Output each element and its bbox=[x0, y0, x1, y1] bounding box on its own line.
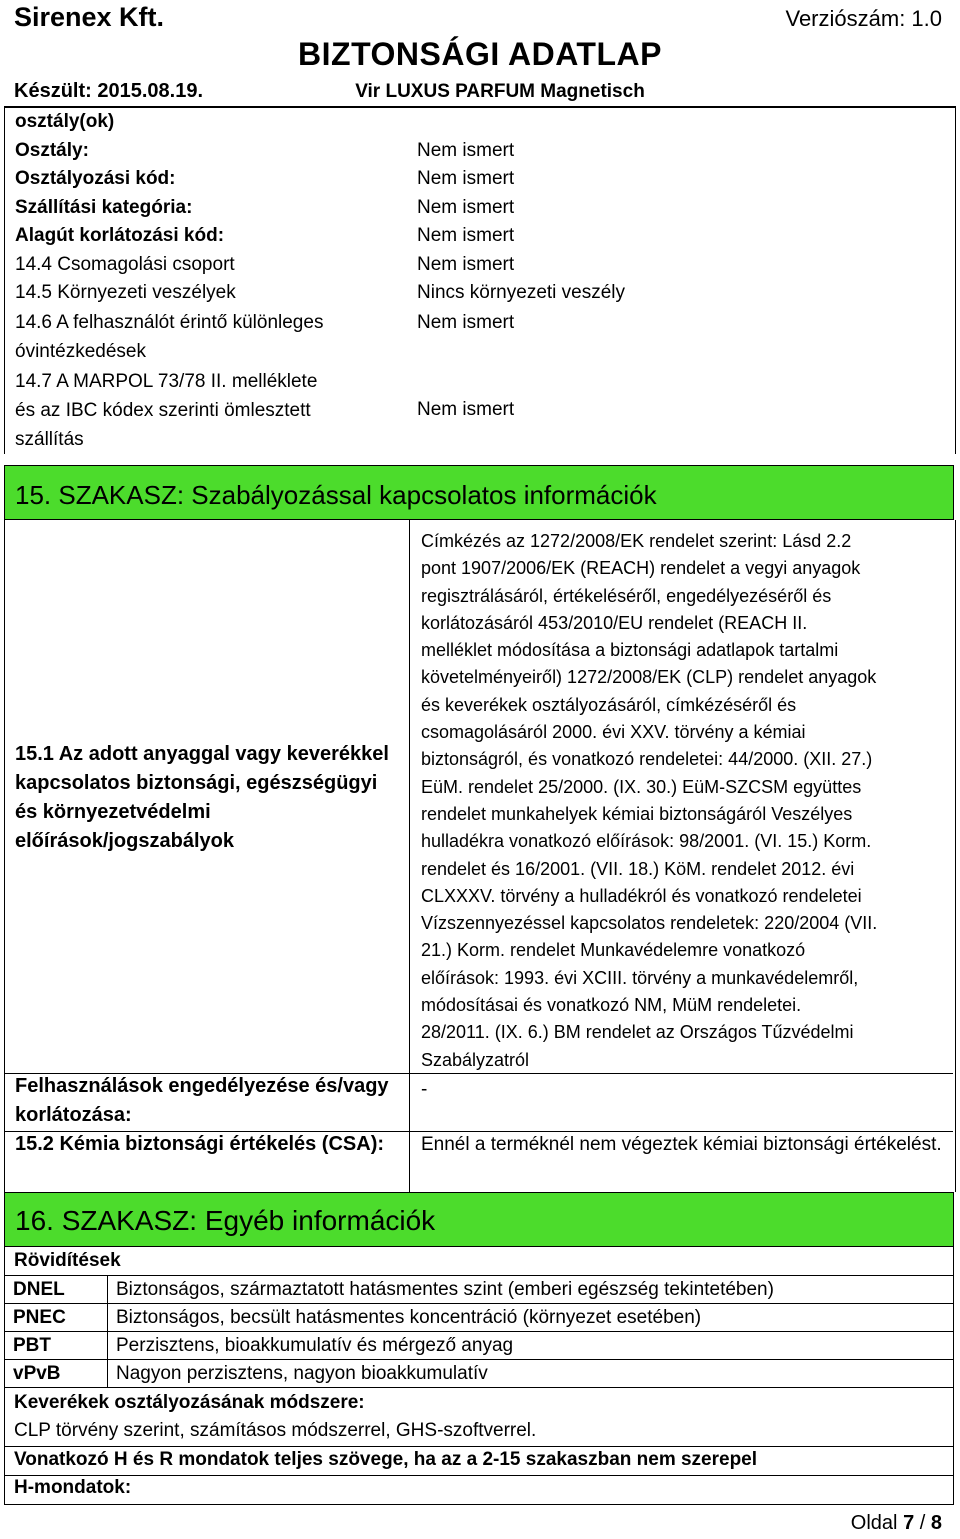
row-divider bbox=[4, 1446, 954, 1447]
abbr-key: DNEL bbox=[5, 1276, 108, 1304]
row-label: Szállítási kategória: bbox=[15, 196, 193, 218]
version-number: Verziószám: 1.0 bbox=[785, 6, 942, 31]
row-value bbox=[411, 108, 955, 137]
table-row bbox=[5, 308, 955, 367]
abbr-text: Biztonságos, származtatott hatásmentes szint (emberi egészség tekintetében) bbox=[108, 1276, 954, 1304]
row-value: Nincs környezeti veszély bbox=[417, 282, 626, 303]
created-date: Készült: 2015.08.19. bbox=[14, 80, 203, 102]
section-14-table bbox=[4, 108, 956, 454]
row-value: Nem ismert bbox=[417, 139, 515, 161]
row-label-line: 14.7 A MARPOL 73/78 II. melléklete bbox=[15, 370, 318, 392]
authorisation-value: - bbox=[421, 1079, 428, 1100]
text-line: és keverékek osztályozásáról, címkézéséről és bbox=[421, 694, 797, 715]
text-line: hulladékra vonatkozó előírások: 98/2001. (VI. 15.) Korm. bbox=[421, 831, 872, 852]
table-row bbox=[5, 1304, 954, 1332]
abbr-text: Biztonságos, becsült hatásmentes koncentráció (környezet esetében) bbox=[108, 1304, 954, 1332]
table-row bbox=[5, 1332, 954, 1360]
text-line: EüM. rendelet 25/2000. (IX. 30.) EüM-SZCSM együttes bbox=[421, 776, 862, 797]
table-row bbox=[5, 222, 955, 251]
text-line: Vízszennyezéssel kapcsolatos rendeletek: 220/2004 (VII. bbox=[421, 913, 878, 934]
document-title: BIZTONSÁGI ADATLAP bbox=[298, 36, 662, 72]
row-label-line: óvintézkedések bbox=[15, 341, 146, 362]
row-label bbox=[5, 367, 411, 454]
page-separator: / bbox=[919, 1512, 926, 1534]
product-name: Vir LUXUS PARFUM Magnetisch bbox=[355, 81, 645, 102]
row-label-line: szállítás bbox=[15, 428, 84, 450]
text-line: követelményeiről) 1272/2008/EK (CLP) rendelet anyagok bbox=[421, 667, 877, 688]
abbr-text: Perzisztens, bioakkumulatív és mérgező anyag bbox=[108, 1332, 954, 1360]
abbr-key: vPvB bbox=[5, 1360, 108, 1388]
text-line: előírások: 1993. évi XCIII. törvény a munkavédelemről, bbox=[421, 967, 859, 988]
chem-safety-value: Ennél a terméknél nem végeztek kémiai biztonsági értékelést. bbox=[421, 1134, 942, 1155]
text-line: rendelet és 16/2001. (VII. 18.) KöM. rendelet 2012. évi bbox=[421, 858, 855, 879]
section-16-heading: 16. SZAKASZ: Egyéb információk bbox=[4, 1192, 954, 1247]
text-line: pont 1907/2006/EK (REACH) rendelet a vegyi anyagok bbox=[421, 558, 861, 579]
page-current: 7 bbox=[903, 1512, 915, 1534]
table-row bbox=[5, 367, 955, 454]
column-divider bbox=[409, 520, 410, 1192]
abbr-key: PBT bbox=[5, 1332, 108, 1360]
row-label-line: 14.6 A felhasználót érintő különleges bbox=[15, 311, 324, 333]
table-row bbox=[5, 1360, 954, 1388]
text-line: rendelet munkahelyek kémiai biztonságáról Veszélyes bbox=[421, 803, 853, 824]
text-line: csomagolásáról 2000. évi XXV. törvény a kémiai bbox=[421, 722, 806, 743]
subsection-15-1-text bbox=[421, 528, 951, 1074]
row-label: Alagút korlátozási kód: bbox=[15, 225, 225, 246]
text-line: regisztrálásáról, értékeléséről, engedélyezéséről és bbox=[421, 585, 832, 606]
table-row bbox=[5, 251, 955, 280]
page-total: 8 bbox=[930, 1512, 942, 1534]
row-value: Nem ismert bbox=[417, 253, 515, 275]
text-line: 28/2011. (IX. 6.) BM rendelet az Országos Tűzvédelmi bbox=[421, 1022, 854, 1043]
text-line: módosításai és vonatkozó NM, MüM rendeletei. bbox=[421, 995, 802, 1016]
text-line: Címkézés az 1272/2008/EK rendelet szerint: Lásd 2.2 bbox=[421, 531, 852, 551]
h-sentences-title: H-mondatok: bbox=[14, 1477, 132, 1498]
method-title: Keverékek osztályozásának módszere: bbox=[14, 1392, 365, 1413]
text-line: Szabályzatról bbox=[421, 1049, 530, 1070]
abbreviations-title: Rövidítések bbox=[14, 1250, 121, 1271]
hr-sentences-title: Vonatkozó H és R mondatok teljes szövege, ha az a 2-15 szakaszban nem szerepel bbox=[14, 1449, 758, 1470]
text-line: biztonságról, és vonatkozó rendeletei: 44/2000. (XII. 27.) bbox=[421, 749, 873, 770]
abbr-text: Nagyon perzisztens, nagyon bioakkumulatív bbox=[108, 1360, 954, 1388]
section-15-heading: 15. SZAKASZ: Szabályozással kapcsolatos információk bbox=[4, 465, 954, 520]
row-label: Osztály: bbox=[15, 139, 89, 161]
table-row bbox=[5, 137, 955, 166]
row-label bbox=[5, 308, 411, 367]
page-label: Oldal bbox=[850, 1512, 898, 1534]
row-value: Nem ismert bbox=[417, 196, 515, 218]
authorisation-label: Felhasználások engedélyezése és/vagy korlátozása: bbox=[15, 1075, 389, 1126]
page-number bbox=[851, 1512, 942, 1535]
table-row bbox=[5, 279, 955, 308]
row-value: Nem ismert bbox=[417, 311, 515, 333]
method-text: CLP törvény szerint, számításos módszerrel, GHS-szoftverrel. bbox=[14, 1420, 537, 1441]
company-name: Sirenex Kft. bbox=[14, 2, 165, 32]
row-value: Nem ismert bbox=[417, 168, 515, 189]
row-value: Nem ismert bbox=[417, 225, 515, 246]
table-row bbox=[5, 165, 955, 194]
row-label: 14.4 Csomagolási csoport bbox=[15, 253, 235, 275]
subsection-15-1-label: 15.1 Az adott anyaggal vagy keverékkel kapcsolatos biztonsági, egészségügyi és környezetvédelmi előírások/jogszabályok bbox=[15, 743, 389, 852]
row-label: osztály(ok) bbox=[15, 111, 115, 132]
abbreviations-table bbox=[4, 1275, 954, 1388]
chem-safety-label: 15.2 Kémia biztonsági értékelés (CSA): bbox=[15, 1133, 385, 1155]
row-label: 14.5 Környezeti veszélyek bbox=[15, 282, 236, 303]
text-line: 21.) Korm. rendelet Munkavédelemre vonatkozó bbox=[421, 940, 806, 961]
section-15-body bbox=[4, 520, 956, 1192]
text-line: korlátozásáról 453/2010/EU rendelet (REACH II. bbox=[421, 612, 808, 633]
table-row bbox=[5, 108, 955, 137]
abbr-key: PNEC bbox=[5, 1304, 108, 1332]
row-divider bbox=[4, 1475, 954, 1476]
row-label-line: és az IBC kódex szerinti ömlesztett bbox=[15, 399, 311, 421]
text-line: CLXXXV. törvény a hulladékról és vonatkozó rendeletei bbox=[421, 885, 862, 906]
table-row bbox=[5, 194, 955, 223]
row-value: Nem ismert bbox=[417, 398, 515, 420]
text-line: melléklet módosítása a biztonsági adatlapok tartalmi bbox=[421, 640, 839, 661]
table-row bbox=[5, 1276, 954, 1304]
row-label: Osztályozási kód: bbox=[15, 168, 176, 189]
